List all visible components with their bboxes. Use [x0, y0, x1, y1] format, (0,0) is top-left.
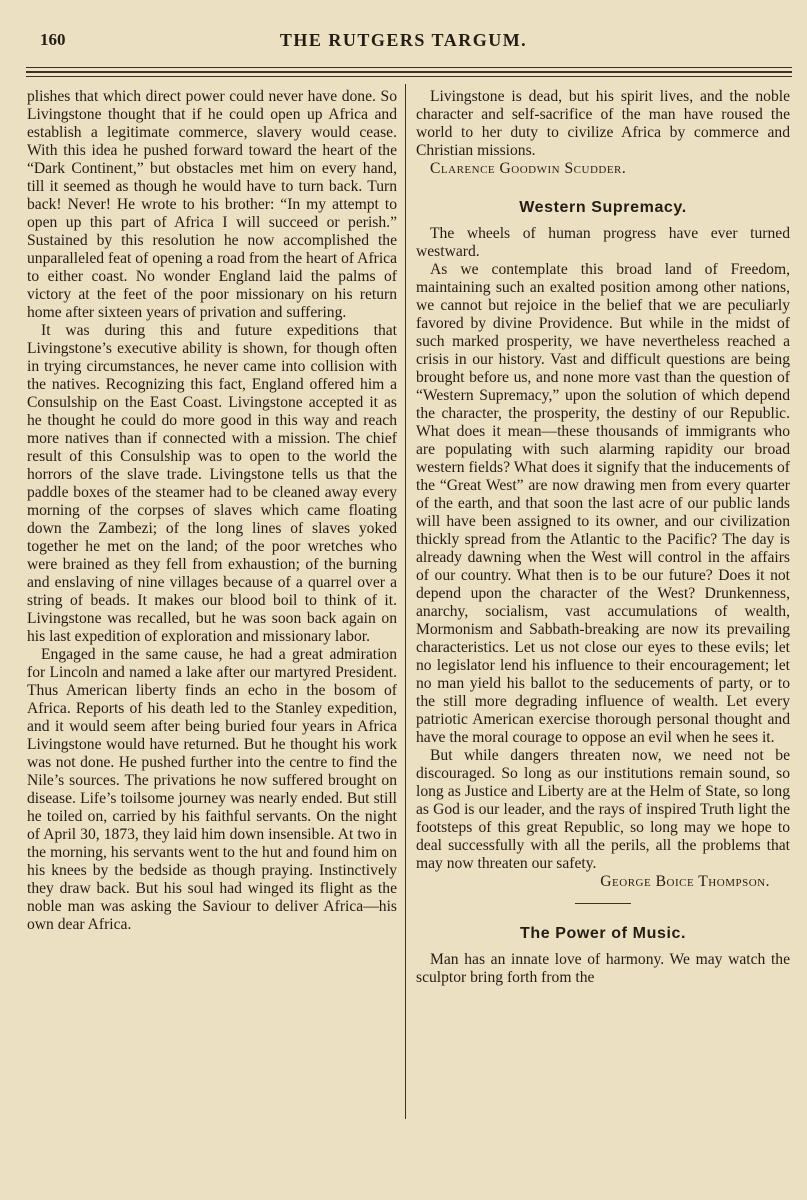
section-title-power-of-music: The Power of Music.	[519, 925, 687, 942]
header-rule-bottom	[26, 76, 792, 77]
body-paragraph: As we contemplate this broad land of Freedom, maintaining such an exalted position among other nations, we cannot but rejoice in the belief that we are peculiarly favored by divine Providence. But while in the midst of such marked prosperity, we have nevertheless reached a crisis in our history. Vast and difficult questions are being brought before us, and none more vast than the question of “Western Supremacy,” upon the solution of which depend the character, the prosperity, the destiny of our Republic. What does it mean—these thousands of immigrants who are populating with such alarming rapidity our broad western fields? What does it signify that the inducements of the “Great West” are now drawing men from every quarter of the earth, and that soon the last acre of our public lands will have been assigned to its owner, and our civilization thickly spread from the Atlantic to the Pacific? The day is already dawning when the West will control in the affairs of our country. What then is to be our future? Does it not depend upon the character of the West? Drunkenness, anarchy, socialism, vast accumulations of wealth, Mormonism and Sabbath-breaking are now its prevailing characteristics. Let us not close our eyes to these evils; let no legislator lend his influence to their encouragement; let no man yield his ballot to the seducements of party, or to the still more degrading influence of wealth. Let every patriotic American exercise thorough personal thought and have the moral courage to oppose an evil when he sees it.	[416, 261, 790, 746]
author-signature: George Boice Thompson.	[600, 873, 770, 890]
header-rule-middle	[26, 71, 792, 73]
left-column	[27, 88, 397, 934]
body-paragraph: plishes that which direct power could never have done. So Livingstone thought that if he could open up Africa and establish a legitimate commerce, slavery would cease. With this idea he pushed forward toward the heart of the “Dark Continent,” but obstacles met him on every hand, till it seemed as though he would have to turn back. Turn back! Never! He wrote to his brother: “In my attempt to open up this part of Africa I will succeed or perish.” Sustained by this resolution he now accomplished the unparalleled feat of opening a road from the heart of Africa to either coast. No wonder England laid the palms of victory at the feet of the poor missionary on his return home after sixteen years of privation and suffering.	[27, 88, 397, 321]
body-paragraph: Engaged in the same cause, he had a great admiration for Lincoln and named a lake after our martyred President. Thus American liberty finds an echo in the bosom of Africa. Reports of his death led to the Stanley expedition, and it would seem after being buried four years in Africa Livingstone would have returned. But he thought his work was not done. He pushed further into the centre to find the Nile’s sources. The privations he now suffered brought on disease. Life’s toilsome journey was nearly ended. But still he toiled on, carried by his faithful servants. On the night of April 30, 1873, they laid him down insensible. At two in the morning, his servants went to the hut and found him on his knees by the bedside as though praying. Instinctively they draw back. But his soul had winged its flight as the noble man was asking the Saviour to deliver Africa—his own dear Africa.	[27, 646, 397, 933]
body-paragraph: The wheels of human progress have ever turned westward.	[416, 225, 790, 260]
body-paragraph	[416, 747, 790, 890]
header-rule-top	[26, 67, 792, 68]
column-divider	[405, 84, 406, 1119]
page-number: 160	[40, 30, 66, 49]
body-paragraph-text: But while dangers threaten now, we need not be discouraged. So long as our institutions remain sound, so long as Justice and Liberty are at the Helm of State, so long as God is our leader, and the rays of inspired Truth light the footsteps of this great Republic, so long may we hope to deal successfully with all the perils, all the problems that may now threaten our safety.	[416, 747, 790, 872]
page-header	[0, 30, 807, 60]
right-column	[416, 88, 790, 987]
journal-title: THE RUTGERS TARGUM.	[279, 30, 528, 50]
body-paragraph: It was during this and future expeditions that Livingstone’s executive ability is shown, for though often in trying circumstances, he never came into collision with the natives. Recognizing this fact, England offered him a Consulship on the East Coast. Livingstone accepted it as he thought he could do more good in this way and reach more natives than if connected with a mission. The chief result of this Consulship was to open to the world the horrors of the slave trade. Livingstone tells us that the paddle boxes of the steamer had to be cleaned away every morning of the corpses of slaves which came floating down the Zambezi; of the long lines of slaves yoked together he met on the land; of the poor wretches who were brained as they fell from exhaustion; of the burning and enslaving of nine villages because of a quarrel over a string of beads. It makes our blood boil to think of it. Livingstone was recalled, but he was soon back again on his last expedition of exploration and missionary labor.	[27, 322, 397, 645]
body-paragraph: Man has an innate love of harmony. We may watch the sculptor bring forth from the	[416, 951, 790, 986]
section-divider	[575, 903, 631, 904]
author-signature: Clarence Goodwin Scudder.	[430, 160, 627, 177]
closing-paragraph: Livingstone is dead, but his spirit lives, and the noble character and self-sacrifice of the man have roused the world to her duty to civilize Africa by commerce and Christian missions.	[416, 88, 790, 159]
section-title-western-supremacy: Western Supremacy.	[519, 199, 687, 216]
